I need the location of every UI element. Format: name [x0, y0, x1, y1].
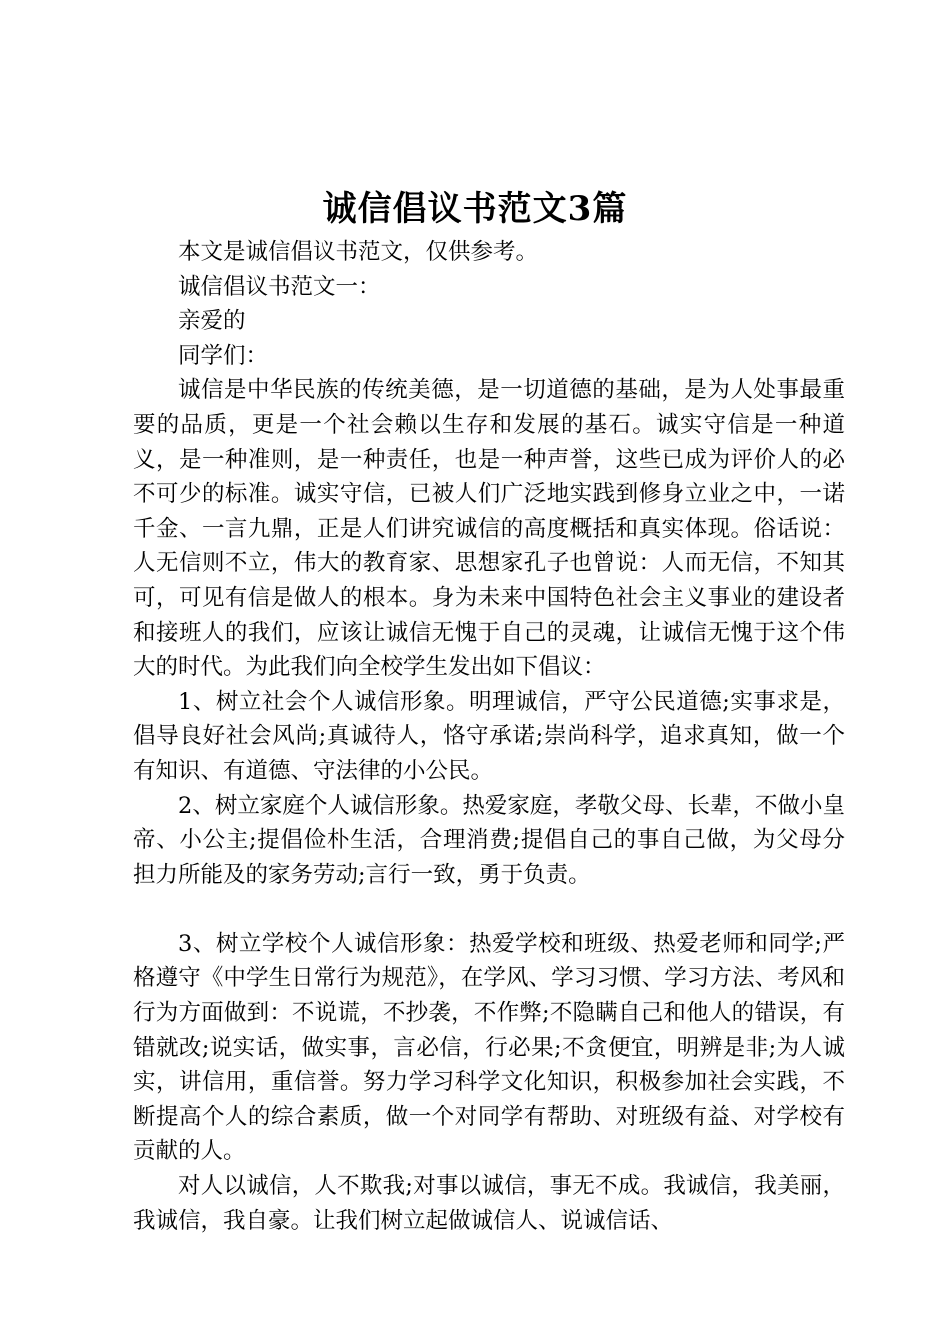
document-body: [133, 235, 845, 1238]
body-paragraph: 对人以诚信，人不欺我;对事以诚信，事无不成。我诚信，我美丽，我诚信，我自豪。让我们树立起做诚信人、说诚信话、: [133, 1173, 845, 1234]
intro-paragraph: 本文是诚信倡议书范文，仅供参考。: [178, 239, 539, 265]
document-title: 诚信倡议书范文3篇: [322, 189, 628, 229]
salutation-line: 同学们：: [178, 342, 269, 369]
salutation-line: 亲爱的: [178, 308, 246, 335]
body-paragraph: 诚信是中华民族的传统美德，是一切道德的基础，是为人处事最重要的品质，更是一个社会赖以生存和发展的基石。诚实守信是一种道义，是一种准则，是一种责任，也是一种声誉，这些已成为评价人的必不可少的标准。诚实守信，已被人们广泛地实践到修身立业之中，一诺千金、一言九鼎，正是人们讲究诚信的高度概括和真实体现。俗话说：人无信则不立，伟大的教育家、思想家孔子也曾说：人而无信，不知其可，可见有信是做人的根本。身为未来中国特色社会主义事业的建设者和接班人的我们，应该让诚信无愧于自己的灵魂，让诚信无愧于这个伟大的时代。为此我们向全校学生发出如下倡议：: [133, 377, 845, 681]
list-item: 3、树立学校个人诚信形象：热爱学校和班级、热爱老师和同学;严格遵守《中学生日常行为规范》，在学风、学习习惯、学习方法、考风和行为方面做到：不说谎，不抄袭，不作弊;不隐瞒自己和他人的错误，有错就改;说实话，做实事，言必信，行必果;不贪便宜，明辨是非;为人诚实，讲信用，重信誉。努力学习科学文化知识，积极参加社会实践，不断提高个人的综合素质，做一个对同学有帮助、对班级有益、对学校有贡献的人。: [133, 930, 845, 1165]
list-item: 1、树立社会个人诚信形象。明理诚信，严守公民道德;实事求是，倡导良好社会风尚;真诚待人，恪守承诺;崇尚科学，追求真知，做一个有知识、有道德、守法律的小公民。: [133, 688, 845, 784]
section-heading: 诚信倡议书范文一：: [178, 273, 381, 300]
list-item: 2、树立家庭个人诚信形象。热爱家庭，孝敬父母、长辈，不做小皇帝、小公主;提倡俭朴生活，合理消费;提倡自己的事自己做，为父母分担力所能及的家务劳动;言行一致，勇于负责。: [133, 792, 845, 888]
